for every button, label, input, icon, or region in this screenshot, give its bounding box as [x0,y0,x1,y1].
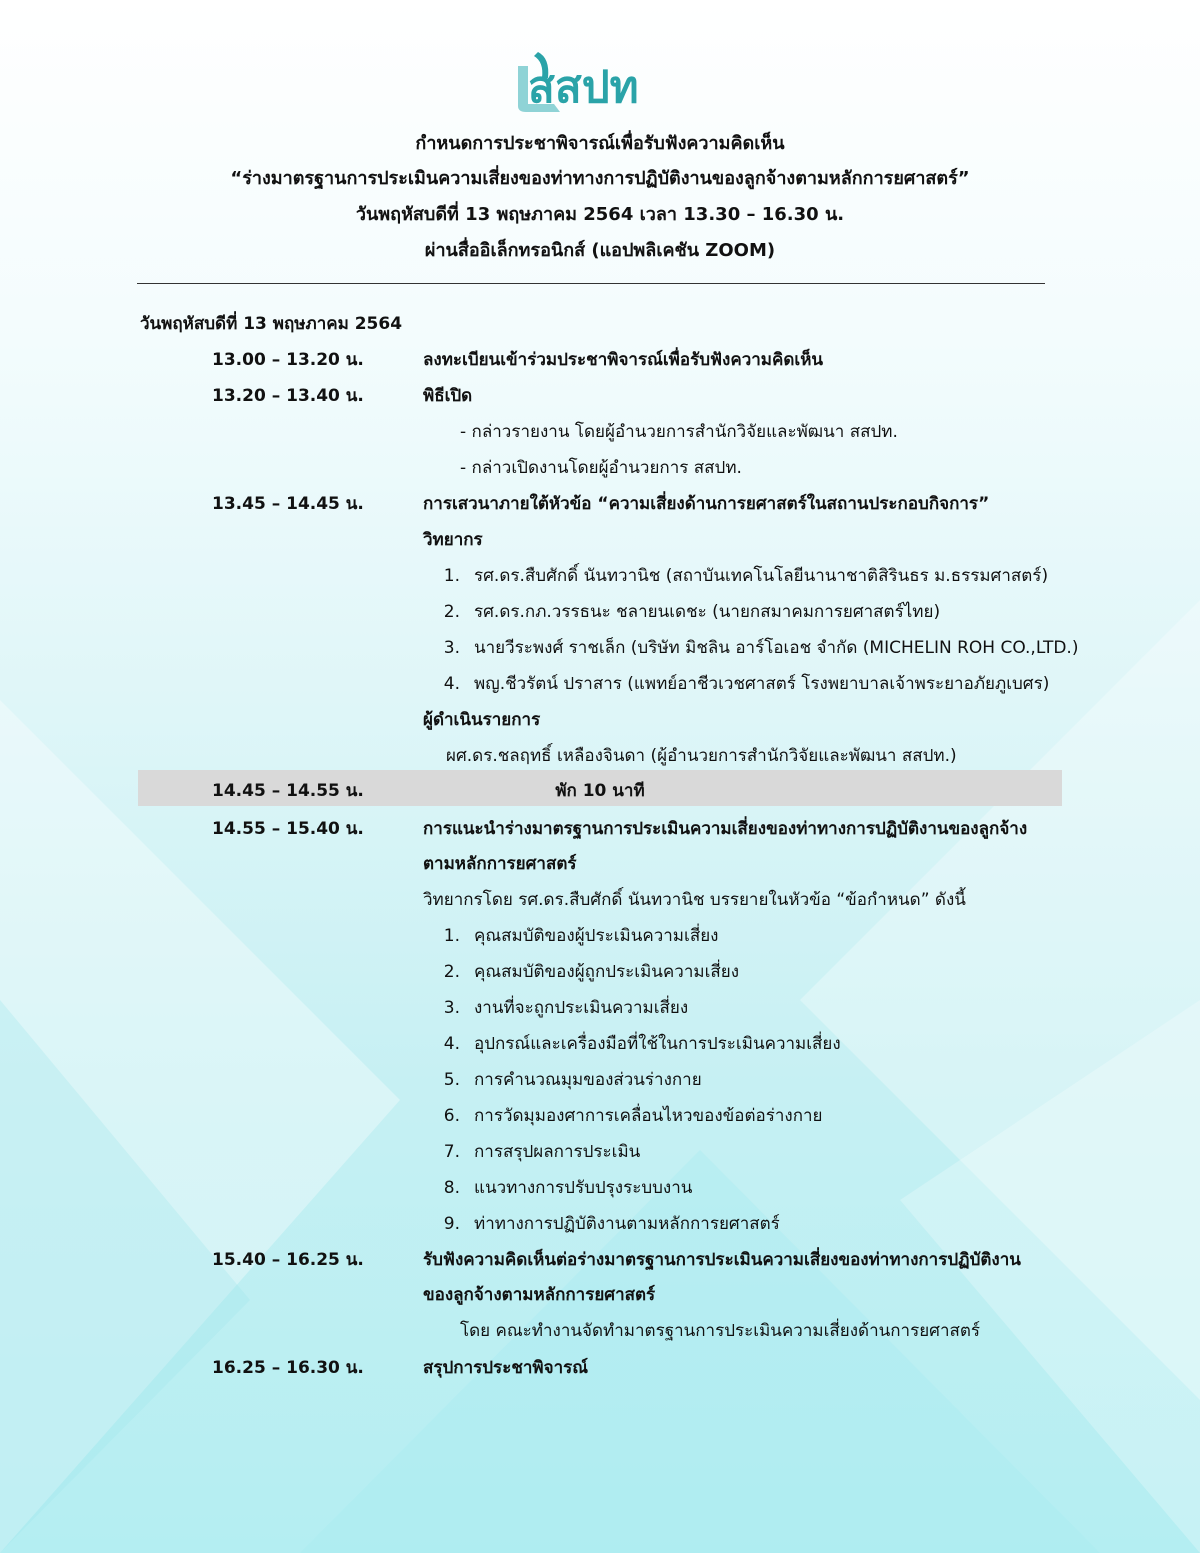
break-title: พัก 10 นาที [555,781,645,801]
break-row [138,770,1062,806]
session-time: 15.40 – 16.25 น. [212,1250,364,1270]
moderator-name: ผศ.ดร.ชลฤทธิ์ เหลืองจินดา (ผู้อำนวยการสำนักวิจัยและพัฒนา สสปท.) [446,746,957,766]
list-item: 8. แนวทางการปรับปรุงระบบงาน [443,1178,693,1198]
session-by: โดย คณะทำงานจัดทำมาตรฐานการประเมินความเสี่ยงด้านการยศาสตร์ [460,1321,981,1341]
session-time: 13.20 – 13.40 น. [212,386,364,406]
session-title: การเสวนาภายใต้หัวข้อ “ความเสี่ยงด้านการยศาสตร์ในสถานประกอบกิจการ” [423,494,990,514]
list-item: 3. งานที่จะถูกประเมินความเสี่ยง [443,998,689,1018]
list-item: 1. คุณสมบัติของผู้ประเมินความเสี่ยง [443,926,719,946]
heading-line-4: ผ่านสื่ออิเล็กทรอนิกส์ (แอปพลิเคชัน ZOOM) [424,240,776,261]
list-item: 7. การสรุปผลการประเมิน [443,1142,641,1162]
heading-line-1: กำหนดการประชาพิจารณ์เพื่อรับฟังความคิดเห็น [415,133,785,154]
list-item: 6. การวัดมุมองศาการเคลื่อนไหวของข้อต่อร่างกาย [443,1106,823,1126]
session-time: 13.45 – 14.45 น. [212,494,364,514]
session-title: การแนะนำร่างมาตรฐานการประเมินความเสี่ยงของท่าทางการปฏิบัติงานของลูกจ้าง [423,819,1028,839]
session-title-cont: ตามหลักการยศาสตร์ [423,854,577,874]
logo-text: สสปท [528,62,639,113]
session-time: 13.00 – 13.20 น. [212,350,364,370]
list-item: 4. พญ.ชีวรัตน์ ปราสาร (แพทย์อาชีวเวชศาสตร์ โรงพยาบาลเจ้าพระยาอภัยภูเบศร) [443,674,1050,694]
organization-logo [514,48,686,116]
list-item: 2. คุณสมบัติของผู้ถูกประเมินความเสี่ยง [443,962,740,982]
heading-line-2: “ร่างมาตรฐานการประเมินความเสี่ยงของท่าทางการปฏิบัติงานของลูกจ้างตามหลักการยศาสตร์” [230,168,970,189]
moderator-label: ผู้ดำเนินรายการ [423,710,541,730]
header-divider [137,283,1045,284]
session-time: 16.25 – 16.30 น. [212,1358,364,1378]
date-label: วันพฤหัสบดีที่ 13 พฤษภาคม 2564 [140,314,403,334]
session-time: 14.55 – 15.40 น. [212,819,364,839]
session-intro: วิทยากรโดย รศ.ดร.สืบศักดิ์ นันทวานิช บรรยายในหัวข้อ “ข้อกำหนด” ดังนี้ [423,890,966,910]
list-item: 4. อุปกรณ์และเครื่องมือที่ใช้ในการประเมินความเสี่ยง [443,1034,841,1054]
list-item: 1. รศ.ดร.สืบศักดิ์ นันทวานิช (สถาบันเทคโนโลยีนานาชาติสิรินธร ม.ธรรมศาสตร์) [443,566,1049,586]
session-time: 14.45 – 14.55 น. [212,781,364,801]
list-item: 5. การคำนวณมุมของส่วนร่างกาย [443,1070,702,1090]
list-item: - กล่าวรายงาน โดยผู้อำนวยการสำนักวิจัยและพัฒนา สสปท. [460,422,898,442]
heading-line-3: วันพฤหัสบดีที่ 13 พฤษภาคม 2564 เวลา 13.30 – 16.30 น. [355,204,845,225]
list-item: 9. ท่าทางการปฏิบัติงานตามหลักการยศาสตร์ [443,1214,780,1234]
list-item: - กล่าวเปิดงานโดยผู้อำนวยการ สสปท. [460,458,742,478]
session-title: พิธีเปิด [423,386,473,406]
list-item: 3. นายวีระพงศ์ ราชเล็ก (บริษัท มิชลิน อาร์โอเอช จำกัด (MICHELIN ROH CO.,LTD.) [443,638,1079,658]
list-item: 2. รศ.ดร.กภ.วรรธนะ ชลายนเดชะ (นายกสมาคมการยศาสตร์ไทย) [443,602,941,622]
session-title: สรุปการประชาพิจารณ์ [423,1358,589,1378]
speakers-label: วิทยากร [423,530,483,550]
session-title: ลงทะเบียนเข้าร่วมประชาพิจารณ์เพื่อรับฟังความคิดเห็น [423,350,824,370]
session-title: รับฟังความคิดเห็นต่อร่างมาตรฐานการประเมินความเสี่ยงของท่าทางการปฏิบัติงาน [423,1250,1021,1270]
session-title-cont: ของลูกจ้างตามหลักการยศาสตร์ [423,1285,656,1305]
